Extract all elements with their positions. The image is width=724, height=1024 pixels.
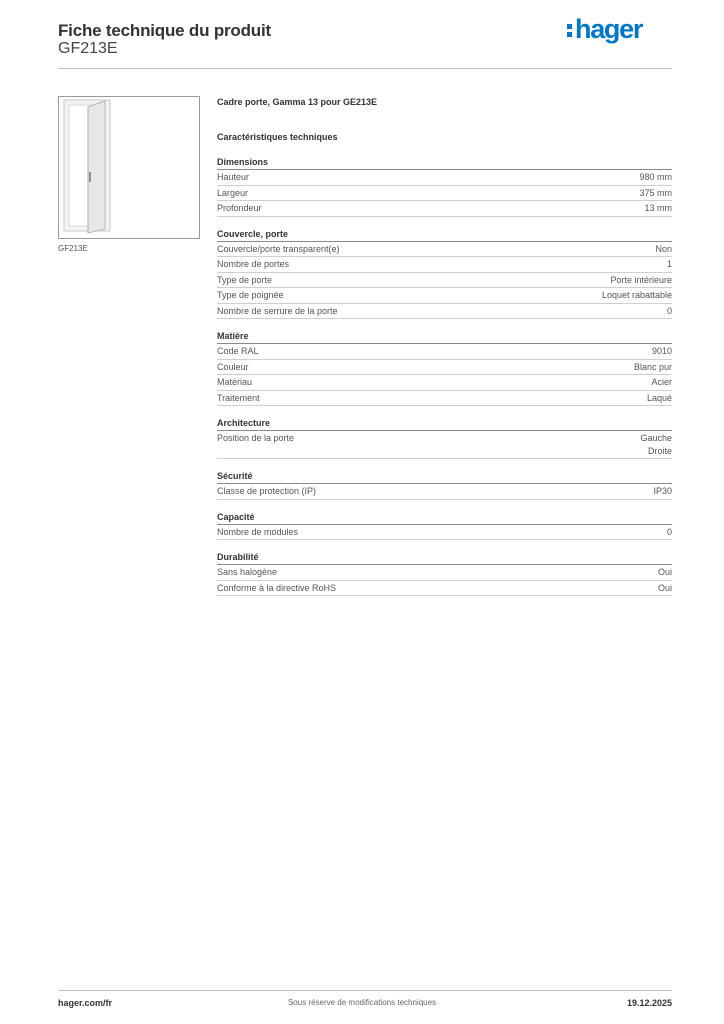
spec-value: Acier xyxy=(651,377,672,387)
spec-row xyxy=(217,170,672,186)
header-divider xyxy=(58,68,672,69)
section-title: Matière xyxy=(217,330,672,344)
spec-value: Loquet rabattable xyxy=(601,290,672,300)
spec-label: Profondeur xyxy=(217,203,262,213)
spec-label: Hauteur xyxy=(217,172,250,182)
door-frame-icon xyxy=(59,97,199,238)
spec-label: Type de porte xyxy=(217,274,273,285)
spec-section xyxy=(217,228,672,320)
spec-value: 0 xyxy=(666,305,672,316)
spec-value: Oui xyxy=(657,582,672,593)
hager-logo xyxy=(567,14,642,45)
spec-row xyxy=(217,360,672,376)
footer-divider xyxy=(58,990,672,991)
spec-section xyxy=(217,470,672,500)
spec-content xyxy=(217,95,672,596)
spec-value: Non xyxy=(655,243,672,254)
spec-value: Gauche Droite xyxy=(640,433,672,456)
spec-row xyxy=(217,273,672,289)
spec-value: IP30 xyxy=(653,486,672,496)
spec-row xyxy=(217,242,672,258)
spec-value: Oui xyxy=(657,567,672,577)
section-title: Sécurité xyxy=(217,470,672,484)
spec-value: 0 xyxy=(666,526,672,537)
product-name: Cadre porte, Gamma 13 pour GE213E xyxy=(217,97,378,107)
spec-label: Traitement xyxy=(217,392,260,403)
page-title: Fiche technique du produit xyxy=(58,21,271,40)
spec-row xyxy=(217,391,672,407)
spec-label: Couleur xyxy=(217,361,249,372)
spec-row xyxy=(217,201,672,217)
spec-label: Sans halogène xyxy=(217,567,278,577)
section-title: Architecture xyxy=(217,417,672,431)
spec-row xyxy=(217,257,672,273)
spec-row xyxy=(217,375,672,391)
product-code: GF213E xyxy=(58,40,118,57)
spec-section xyxy=(217,417,672,459)
spec-row xyxy=(217,525,672,541)
spec-value: 13 mm xyxy=(644,203,672,213)
spec-value: Porte intérieure xyxy=(610,274,672,285)
footer-date: 19.12.2025 xyxy=(626,998,672,1008)
spec-label: Conforme à la directive RoHS xyxy=(217,582,337,593)
section-title: Capacité xyxy=(217,511,672,525)
spec-value: Laqué xyxy=(646,392,672,403)
spec-label: Nombre de serrure de la porte xyxy=(217,305,338,316)
spec-value: 1 xyxy=(666,259,672,269)
spec-value: Blanc pur xyxy=(633,361,672,372)
spec-section xyxy=(217,330,672,406)
spec-row xyxy=(217,186,672,202)
spec-label: Nombre de modules xyxy=(217,526,299,537)
footer-website: hager.com/fr xyxy=(58,998,113,1008)
spec-row xyxy=(217,304,672,320)
spec-row xyxy=(217,288,672,304)
technical-characteristics-heading: Caractéristiques techniques xyxy=(217,132,338,142)
spec-sections xyxy=(217,156,672,596)
spec-label: Code RAL xyxy=(217,346,259,356)
spec-section xyxy=(217,511,672,541)
spec-value: 980 mm xyxy=(639,172,672,182)
spec-value: 375 mm xyxy=(639,187,672,198)
spec-section xyxy=(217,156,672,217)
spec-label: Matériau xyxy=(217,377,253,387)
spec-row xyxy=(217,581,672,597)
section-title: Couvercle, porte xyxy=(217,228,672,242)
spec-label: Largeur xyxy=(217,187,249,198)
spec-row xyxy=(217,431,672,459)
spec-label: Nombre de portes xyxy=(217,259,290,269)
spec-row xyxy=(217,344,672,360)
product-image xyxy=(58,96,200,239)
section-title: Durabilité xyxy=(217,551,672,565)
footer-notice: Sous réserve de modifications techniques xyxy=(287,998,437,1007)
logo-dots-icon xyxy=(567,22,572,37)
spec-row xyxy=(217,484,672,500)
spec-value: 9010 xyxy=(651,346,672,356)
spec-label: Classe de protection (IP) xyxy=(217,486,317,496)
spec-label: Position de la porte xyxy=(217,433,295,443)
spec-section xyxy=(217,551,672,596)
image-caption: GF213E xyxy=(58,244,88,253)
spec-row xyxy=(217,565,672,581)
spec-label: Type de poignée xyxy=(217,290,284,300)
logo-text: hager xyxy=(575,14,643,44)
section-title: Dimensions xyxy=(217,156,672,170)
spec-label: Couvercle/porte transparent(e) xyxy=(217,243,340,254)
